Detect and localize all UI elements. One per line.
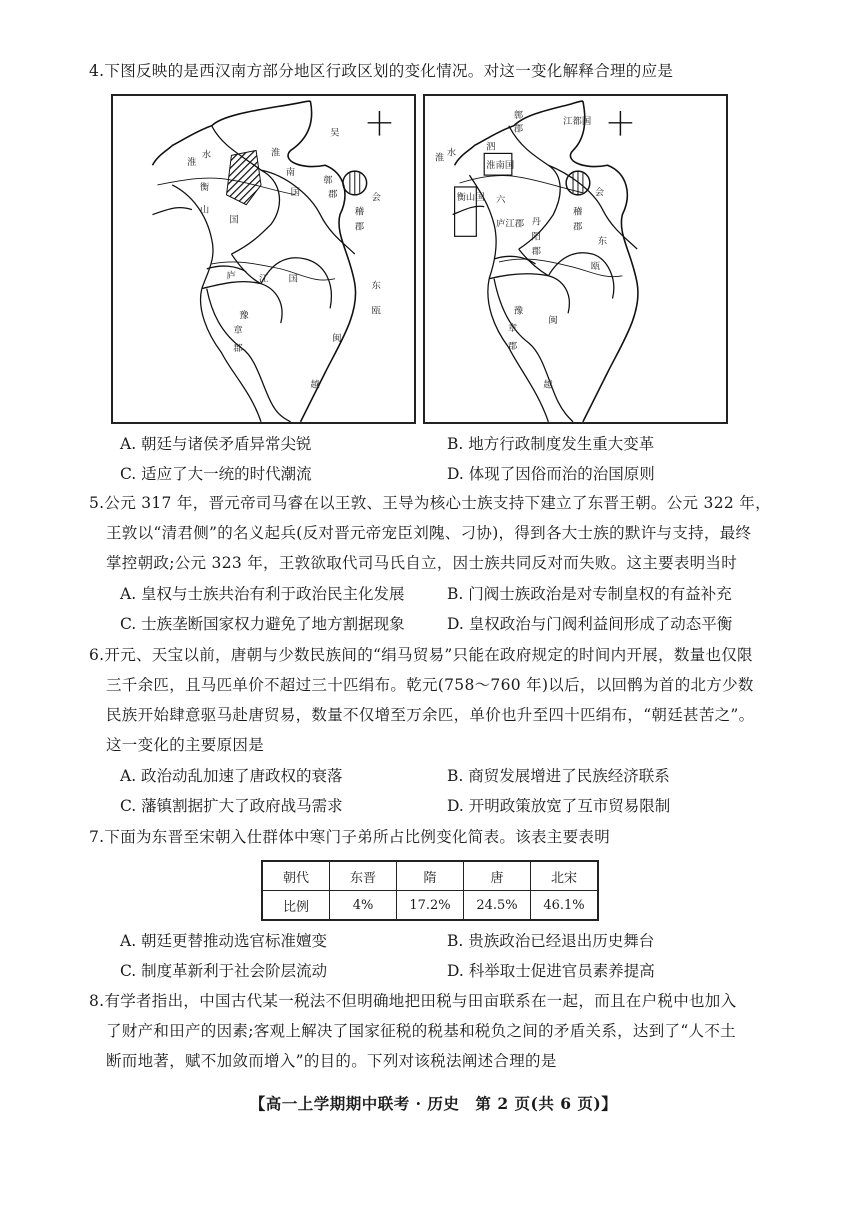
q6-stem-line: 6.开元、天宝以前，唐朝与少数民族间的“绢马贸易”只能在政府规定的时间内开展，数量也仅限 xyxy=(89,646,753,664)
map-label: 闽 xyxy=(548,315,558,327)
map-label: 豫 xyxy=(239,310,249,322)
map-label: 泗 xyxy=(486,141,496,153)
map-label: 衡 xyxy=(199,181,210,193)
table-cell: 4% xyxy=(330,891,397,921)
q5-option-a[interactable]: A. 皇权与士族共治有利于政治民主化发展 xyxy=(120,585,405,603)
table-header-cell: 隋 xyxy=(397,861,464,891)
map-label: 鄣 xyxy=(323,175,333,187)
q4-option-d[interactable]: D. 体现了因俗而治的治国原则 xyxy=(447,465,655,483)
map-label: 阳 xyxy=(531,231,541,243)
q5-option-c[interactable]: C. 士族垄断国家权力避免了地方割据现象 xyxy=(120,615,405,633)
page-footer: 【高一上学期期中联考 · 历史 第 2 页(共 6 页)】 xyxy=(249,1094,618,1113)
table-header-cell: 唐 xyxy=(464,861,531,891)
q6-option-c[interactable]: C. 藩镇割据扩大了政府战马需求 xyxy=(120,797,343,815)
q7-option-a[interactable]: A. 朝廷更替推动选官标准嬗变 xyxy=(120,932,328,950)
map-label: 庐江郡 xyxy=(496,218,525,230)
map-label: 东 xyxy=(597,236,608,248)
q6-option-b[interactable]: B. 商贸发展增进了民族经济联系 xyxy=(447,767,670,785)
q5-option-d[interactable]: D. 皇权政治与门阀利益间形成了动态平衡 xyxy=(447,615,733,633)
map-label: 衡山国 xyxy=(456,191,485,203)
q7-option-b[interactable]: B. 贵族政治已经退出历史舞台 xyxy=(447,932,655,950)
map-label: 豫 xyxy=(513,305,524,317)
map-label: 国 xyxy=(229,214,239,226)
map-before-drawing xyxy=(113,96,414,422)
map-label: 郡 xyxy=(507,340,518,352)
map-label: 郡 xyxy=(233,342,243,354)
q8-stem-line: 8.有学者指出，中国古代某一税法不但明确地把田税与田亩联系在一起，而且在户税中也加入 xyxy=(89,992,737,1010)
map-label: 吴 xyxy=(330,127,340,139)
map-label: 江都国 xyxy=(563,115,592,127)
map-label: 江 xyxy=(259,273,269,285)
map-label: 会 xyxy=(371,191,381,203)
q5-stem-line: 掌控朝政;公元 323 年，王敦欲取代司马氏自立，因士族共同反对而失败。这主要表明当时 xyxy=(106,554,738,572)
q5-stem-line: 5.公元 317 年，晋元帝司马睿在以王敦、王导为核心士族支持下建立了东晋王朝。公元 322 年， xyxy=(89,494,771,512)
compass-icon xyxy=(368,111,392,136)
q6-stem-line: 民族开始肆意驱马赴唐贸易，数量不仅增至万余匹，单价也升至四十匹绢布，“朝廷甚苦之”。 xyxy=(106,706,755,724)
map-label: 水 xyxy=(446,147,457,159)
map-label: 越 xyxy=(543,379,553,391)
table-cell: 17.2% xyxy=(397,891,464,921)
map-label: 章 xyxy=(507,323,518,335)
map-label: 闽 xyxy=(332,332,342,344)
q6-stem-line: 三千余匹，且马匹单价不超过三十匹绢布。乾元(758～760 年)以后，以回鹘为首的北方少数 xyxy=(106,676,754,694)
q5-option-b[interactable]: B. 门阀士族政治是对专制皇权的有益补充 xyxy=(447,585,732,603)
map-label: 东 xyxy=(371,280,381,292)
table-cell: 46.1% xyxy=(531,891,599,921)
map-after xyxy=(423,94,728,424)
map-label: 瓯 xyxy=(590,260,601,272)
map-label: 章 xyxy=(233,325,243,337)
map-label: 山 xyxy=(199,204,210,216)
map-label: 丹 xyxy=(531,216,541,228)
q8-stem-line: 断而地著，赋不加敛而增入”的目的。下列对该税法阐述合理的是 xyxy=(106,1052,557,1070)
map-label: 国 xyxy=(288,273,299,285)
map-label: 淮南国 xyxy=(486,160,515,172)
map-label: 淮 xyxy=(187,157,197,169)
map-label: 郡 xyxy=(513,123,524,135)
map-label: 郡 xyxy=(328,188,338,200)
map-label: 会 xyxy=(594,186,605,198)
q7-option-c[interactable]: C. 制度革新利于社会阶层流动 xyxy=(120,962,328,980)
q6-option-d[interactable]: D. 开明政策放宽了互市贸易限制 xyxy=(447,797,671,815)
map-label: 国 xyxy=(290,186,300,198)
map-after-drawing xyxy=(425,96,726,422)
table-header-cell: 北宋 xyxy=(531,861,599,891)
q6-stem-line: 这一变化的主要原因是 xyxy=(106,736,265,754)
q7-option-d[interactable]: D. 科举取士促进官员素养提高 xyxy=(447,962,655,980)
map-label: 瓯 xyxy=(371,305,381,317)
map-label: 南 xyxy=(285,167,296,179)
table-header-row xyxy=(262,861,598,891)
map-label: 越 xyxy=(310,379,320,391)
ratio-table xyxy=(261,860,599,921)
compass-icon xyxy=(609,111,633,136)
table-row xyxy=(262,891,598,921)
map-label: 稽 xyxy=(354,206,365,218)
map-label: 鄣 xyxy=(513,109,524,121)
q4-option-b[interactable]: B. 地方行政制度发生重大变革 xyxy=(447,435,655,453)
map-label: 淮 xyxy=(270,147,281,159)
q4-stem: 4.下图反映的是西汉南方部分地区行政区划的变化情况。对这一变化解释合理的应是 xyxy=(89,62,674,80)
q6-option-a[interactable]: A. 政治动乱加速了唐政权的衰落 xyxy=(120,767,343,785)
q4-option-c[interactable]: C. 适应了大一统的时代潮流 xyxy=(120,465,312,483)
q4-option-a[interactable]: A. 朝廷与诸侯矛盾异常尖锐 xyxy=(120,435,312,453)
map-label: 六 xyxy=(496,194,506,206)
map-label: 淮 xyxy=(434,152,445,164)
q7-stem: 7.下面为东晋至宋朝入仕群体中寒门子弟所占比例变化简表。该表主要表明 xyxy=(89,828,610,846)
map-label: 郡 xyxy=(573,221,583,233)
map-label: 郡 xyxy=(531,246,541,258)
q8-stem-line: 了财产和田产的因素;客观上解决了国家征税的税基和税负之间的矛盾关系，达到了“人不土 xyxy=(106,1022,736,1040)
map-label: 庐 xyxy=(226,270,236,282)
map-before xyxy=(111,94,416,424)
map-label: 郡 xyxy=(354,221,365,233)
table-cell: 24.5% xyxy=(464,891,531,921)
table-header-cell: 朝代 xyxy=(262,861,330,891)
map-label: 水 xyxy=(201,149,212,161)
q5-stem-line: 王敦以“清君侧”的名义起兵(反对晋元帝宠臣刘隗、刁协)，得到各大士族的默许与支持，最终 xyxy=(106,524,752,542)
table-header-cell: 东晋 xyxy=(330,861,397,891)
map-label: 稽 xyxy=(573,206,583,218)
table-cell: 比例 xyxy=(262,891,330,921)
